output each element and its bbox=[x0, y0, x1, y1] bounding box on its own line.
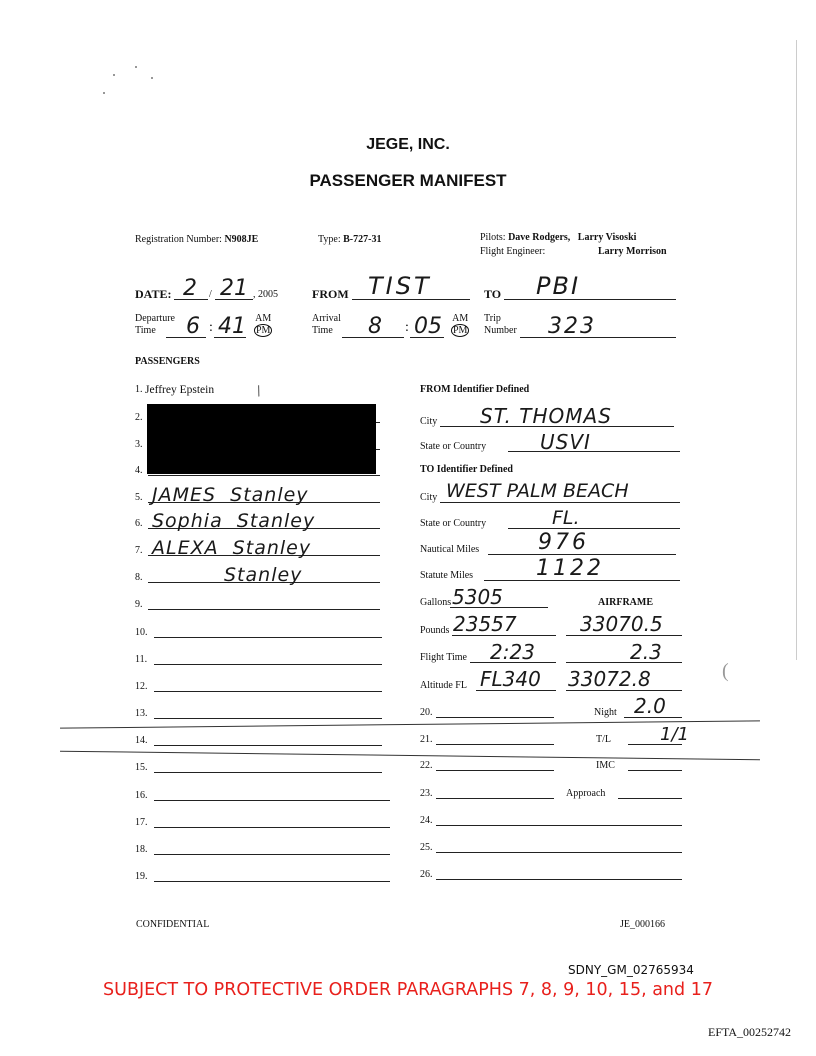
trip-label: Trip Number bbox=[484, 313, 517, 336]
registration-value: N908JE bbox=[224, 234, 259, 245]
passenger-number: 11. bbox=[135, 654, 148, 665]
type-value: B-727-31 bbox=[343, 234, 382, 245]
document-title: PASSENGER MANIFEST bbox=[309, 171, 507, 190]
protective-order-notice: SUBJECT TO PROTECTIVE ORDER PARAGRAPHS 7, 8, 9, 10, 15, and 17 bbox=[103, 980, 713, 1000]
passenger-number: 13. bbox=[135, 708, 148, 719]
passenger-name-line bbox=[148, 609, 380, 610]
passenger-name-line bbox=[154, 772, 382, 773]
passenger-number: 15. bbox=[135, 762, 148, 773]
row-22-num: 22. bbox=[420, 760, 433, 771]
type-field bbox=[318, 234, 381, 245]
airframe-flight-value: 2.3 bbox=[630, 640, 662, 664]
pilots-label: Pilots: bbox=[480, 232, 506, 243]
passenger-number: 7. bbox=[135, 545, 143, 556]
passenger-number: 16. bbox=[135, 790, 148, 801]
passenger-number: 12. bbox=[135, 681, 148, 692]
passenger-name-line bbox=[154, 881, 390, 882]
passenger-name-line bbox=[154, 745, 382, 746]
from-city-label: City bbox=[420, 416, 438, 427]
passenger-number: 9. bbox=[135, 599, 143, 610]
gallons-label: Gallons bbox=[420, 597, 452, 608]
flight-engineer-label: Flight Engineer: bbox=[480, 246, 546, 257]
passenger-number: 8. bbox=[135, 572, 143, 583]
arrival-ampm: AM PM bbox=[452, 313, 469, 336]
tl-label: T/L bbox=[596, 734, 611, 745]
passenger-name: Jeffrey Epstein bbox=[145, 384, 215, 396]
scan-speck bbox=[151, 77, 153, 79]
pounds-label: Pounds bbox=[420, 625, 450, 636]
to-city-value: WEST PALM BEACH bbox=[446, 480, 629, 502]
passenger-name-line bbox=[154, 691, 382, 692]
confidential-label: CONFIDENTIAL bbox=[136, 919, 210, 930]
company-name: JEGE, INC. bbox=[366, 136, 450, 153]
airframe-pounds-value: 33070.5 bbox=[580, 612, 663, 636]
passenger-name-line bbox=[154, 800, 390, 801]
from-city-value: ST. THOMAS bbox=[480, 404, 612, 428]
imc-label: IMC bbox=[596, 760, 615, 771]
departure-label: Departure Time bbox=[135, 313, 175, 336]
passenger-number: 4. bbox=[135, 465, 143, 476]
nautical-miles-value: 976 bbox=[538, 530, 589, 555]
passenger-name: Stanley bbox=[224, 564, 303, 586]
statute-miles-label: Statute Miles bbox=[420, 570, 474, 581]
passenger-name-line bbox=[154, 827, 390, 828]
scan-mark: ( bbox=[722, 660, 729, 682]
passenger-number: 5. bbox=[135, 492, 143, 503]
gallons-value: 5305 bbox=[452, 585, 503, 609]
trip-line bbox=[520, 337, 676, 338]
scan-crease-line bbox=[60, 720, 760, 728]
to-state-value: FL. bbox=[552, 507, 580, 529]
to-line bbox=[504, 299, 676, 300]
row-21-num: 21. bbox=[420, 734, 433, 745]
from-label: FROM bbox=[312, 287, 349, 301]
from-value: TIST bbox=[368, 272, 432, 300]
scan-speck bbox=[103, 92, 105, 94]
redaction-box bbox=[147, 404, 376, 474]
from-state-value: USVI bbox=[540, 430, 591, 454]
to-label: TO bbox=[484, 287, 502, 301]
airframe-heading: AIRFRAME bbox=[598, 597, 653, 608]
scan-speck bbox=[135, 66, 137, 68]
altitude-label: Altitude FL bbox=[420, 680, 467, 691]
altitude-value: FL340 bbox=[480, 667, 541, 691]
row-20-num: 20. bbox=[420, 707, 433, 718]
passengers-heading: PASSENGERS bbox=[135, 356, 200, 367]
date-year: , 2005 bbox=[253, 289, 278, 300]
passenger-name-line bbox=[154, 664, 382, 665]
statute-miles-value: 1122 bbox=[536, 556, 604, 581]
scan-speck bbox=[113, 74, 115, 76]
from-state-label: State or Country bbox=[420, 441, 487, 452]
sdny-bates: SDNY_GM_02765934 bbox=[568, 963, 694, 977]
passenger-number: 17. bbox=[135, 817, 148, 828]
passenger-name: Sophia Stanley bbox=[152, 510, 316, 532]
passenger-number: 2. bbox=[135, 412, 143, 423]
row-23-num: 23. bbox=[420, 788, 433, 799]
to-city-label: City bbox=[420, 492, 438, 503]
passenger-name-line bbox=[148, 475, 380, 476]
tl-value: 1/1 bbox=[660, 724, 689, 745]
passenger-name-line bbox=[154, 637, 382, 638]
registration-field bbox=[135, 234, 258, 245]
passenger-number: 1. bbox=[135, 384, 143, 395]
passenger-name: JAMES Stanley bbox=[152, 484, 309, 506]
arrival-min: 05 bbox=[414, 314, 442, 339]
check-mark: / bbox=[254, 382, 265, 401]
to-identifier-heading: TO Identifier Defined bbox=[420, 464, 513, 475]
arrival-label: Arrival Time bbox=[312, 313, 341, 336]
passenger-number: 18. bbox=[135, 844, 148, 855]
efta-number: EFTA_00252742 bbox=[708, 1025, 792, 1039]
flight-time-value: 2:23 bbox=[490, 640, 535, 664]
passenger-name-line bbox=[154, 854, 390, 855]
passenger-number: 10. bbox=[135, 627, 148, 638]
passenger-number: 6. bbox=[135, 518, 143, 529]
row-26-num: 26. bbox=[420, 869, 433, 880]
passenger-name-line bbox=[154, 718, 382, 719]
trip-number: 323 bbox=[548, 314, 596, 339]
pounds-value: 23557 bbox=[453, 612, 517, 636]
row-25-num: 25. bbox=[420, 842, 433, 853]
departure-ampm: AM PM bbox=[255, 313, 272, 336]
type-label: Type: bbox=[318, 234, 341, 245]
flight-engineer-value: Larry Morrison bbox=[598, 246, 667, 257]
passenger-number: 14. bbox=[135, 735, 148, 746]
date-month: 2 bbox=[183, 276, 197, 301]
airframe-altitude-value: 33072.8 bbox=[568, 667, 651, 691]
passenger-number: 3. bbox=[135, 439, 143, 450]
passenger-number: 19. bbox=[135, 871, 148, 882]
bates-number: JE_000166 bbox=[620, 919, 665, 930]
registration-label: Registration Number: bbox=[135, 234, 222, 245]
to-value: PBI bbox=[536, 272, 581, 300]
nautical-miles-label: Nautical Miles bbox=[420, 544, 480, 555]
pilots-field bbox=[480, 232, 636, 243]
pilots-value: Dave Rodgers, Larry Visoski bbox=[508, 232, 637, 243]
departure-hour: 6 bbox=[186, 314, 200, 339]
scan-crease-line bbox=[60, 751, 760, 761]
approach-label: Approach bbox=[566, 788, 606, 799]
night-label: Night bbox=[594, 707, 617, 718]
arrival-hour: 8 bbox=[368, 314, 382, 339]
from-identifier-heading: FROM Identifier Defined bbox=[420, 384, 530, 395]
row-24-num: 24. bbox=[420, 815, 433, 826]
departure-min: 41 bbox=[218, 314, 246, 339]
date-day: 21 bbox=[220, 276, 248, 301]
scan-edge-line bbox=[796, 40, 797, 660]
flight-time-label: Flight Time bbox=[420, 652, 467, 663]
night-value: 2.0 bbox=[634, 694, 666, 718]
to-state-label: State or Country bbox=[420, 518, 487, 529]
passenger-name: ALEXA Stanley bbox=[152, 537, 312, 559]
date-label: DATE: bbox=[135, 287, 172, 301]
